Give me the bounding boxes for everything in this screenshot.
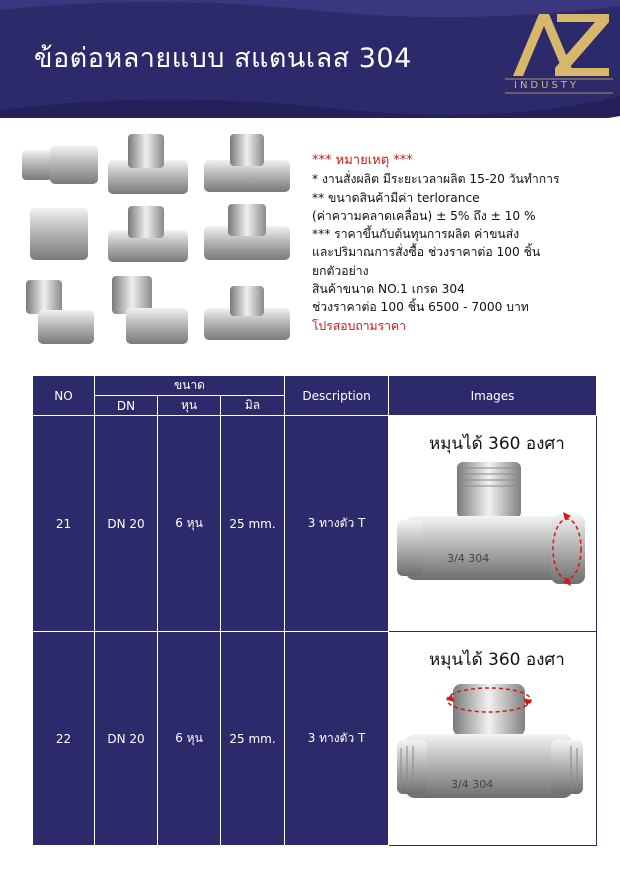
- cell-hun: 6 หุน: [158, 632, 221, 846]
- brand-subtitle: INDUSTY: [514, 80, 580, 91]
- fitting-tee-4: [204, 204, 290, 260]
- notes-line: ช่วงราคาต่อ 100 ชิ้น 6500 - 7000 บาท: [312, 300, 529, 315]
- cell-mil: 25 mm.: [221, 416, 285, 632]
- cell-dn: DN 20: [95, 632, 158, 846]
- header-dn: DN: [95, 396, 158, 416]
- cell-image: [389, 416, 597, 632]
- cell-mil: 25 mm.: [221, 632, 285, 846]
- notes-block: [312, 152, 612, 335]
- fitting-nipple: [22, 146, 98, 184]
- notes-line: * งานสั่งผลิต มีระยะเวลาผลิต 15-20 วันทำการ: [312, 172, 560, 187]
- image-caption: หมุนได้ 360 องศา: [429, 434, 565, 454]
- fitting-tee-3: [108, 206, 188, 262]
- header-banner: [0, 0, 620, 125]
- page-title: ข้อต่อหลายแบบ สแตนเลส 304: [34, 43, 412, 74]
- header-images: Images: [389, 376, 597, 416]
- cell-no: 22: [33, 632, 95, 846]
- notes-line: *** ราคาขึ้นกับต้นทุนการผลิต ค่าขนส่ง: [312, 227, 520, 242]
- notes-heading: *** หมายเหตุ ***: [312, 153, 413, 168]
- cell-description: 3 ทางตัว T: [285, 416, 389, 632]
- cell-hun: 6 หุน: [158, 416, 221, 632]
- notes-line: ยกตัวอย่าง: [312, 263, 369, 278]
- fitting-tee-5: [204, 286, 290, 340]
- cell-dn: DN 20: [95, 416, 158, 632]
- fitting-elbow-2: [112, 276, 188, 344]
- fitting-elbow-1: [26, 280, 94, 344]
- notes-line: และปริมาณการสั่งซื้อ ช่วงราคาต่อ 100 ชิ้น: [312, 245, 541, 260]
- fitting-tee-1: [108, 134, 188, 194]
- panel-curve: [0, 110, 620, 130]
- image-caption: หมุนได้ 360 องศา: [429, 650, 565, 670]
- notes-line: (ค่าความคลาดเคลื่อน) ± 5% ถึง ± 10 %: [312, 208, 536, 223]
- header-size: ขนาด: [95, 376, 285, 396]
- fitting-tee-2: [204, 134, 290, 192]
- header-mil: มิล: [221, 396, 285, 416]
- tee-fitting-image: [395, 454, 591, 624]
- notes-line: สินค้าขนาด NO.1 เกรด 304: [312, 282, 465, 297]
- fittings-illustration: [16, 130, 298, 358]
- tee-fitting-image: [395, 670, 591, 840]
- cell-description: 3 ทางตัว T: [285, 632, 389, 846]
- product-thumbnail-grid: [16, 130, 298, 358]
- spec-table: [32, 375, 597, 846]
- header-description: Description: [285, 376, 389, 416]
- stamp-text: 3/4 304: [451, 778, 494, 791]
- stamp-text: 3/4 304: [447, 552, 490, 565]
- fitting-hex-socket: [30, 208, 88, 260]
- table-row: [33, 632, 597, 846]
- notes-line: ** ขนาดสินค้ามีค่า terlorance: [312, 190, 480, 205]
- cell-no: 21: [33, 416, 95, 632]
- header-hun: หุน: [158, 396, 221, 416]
- header-no: NO: [33, 376, 95, 416]
- contact-text: โปรสอบถามราคา: [312, 318, 406, 333]
- cell-image: [389, 632, 597, 846]
- table-row: [33, 416, 597, 632]
